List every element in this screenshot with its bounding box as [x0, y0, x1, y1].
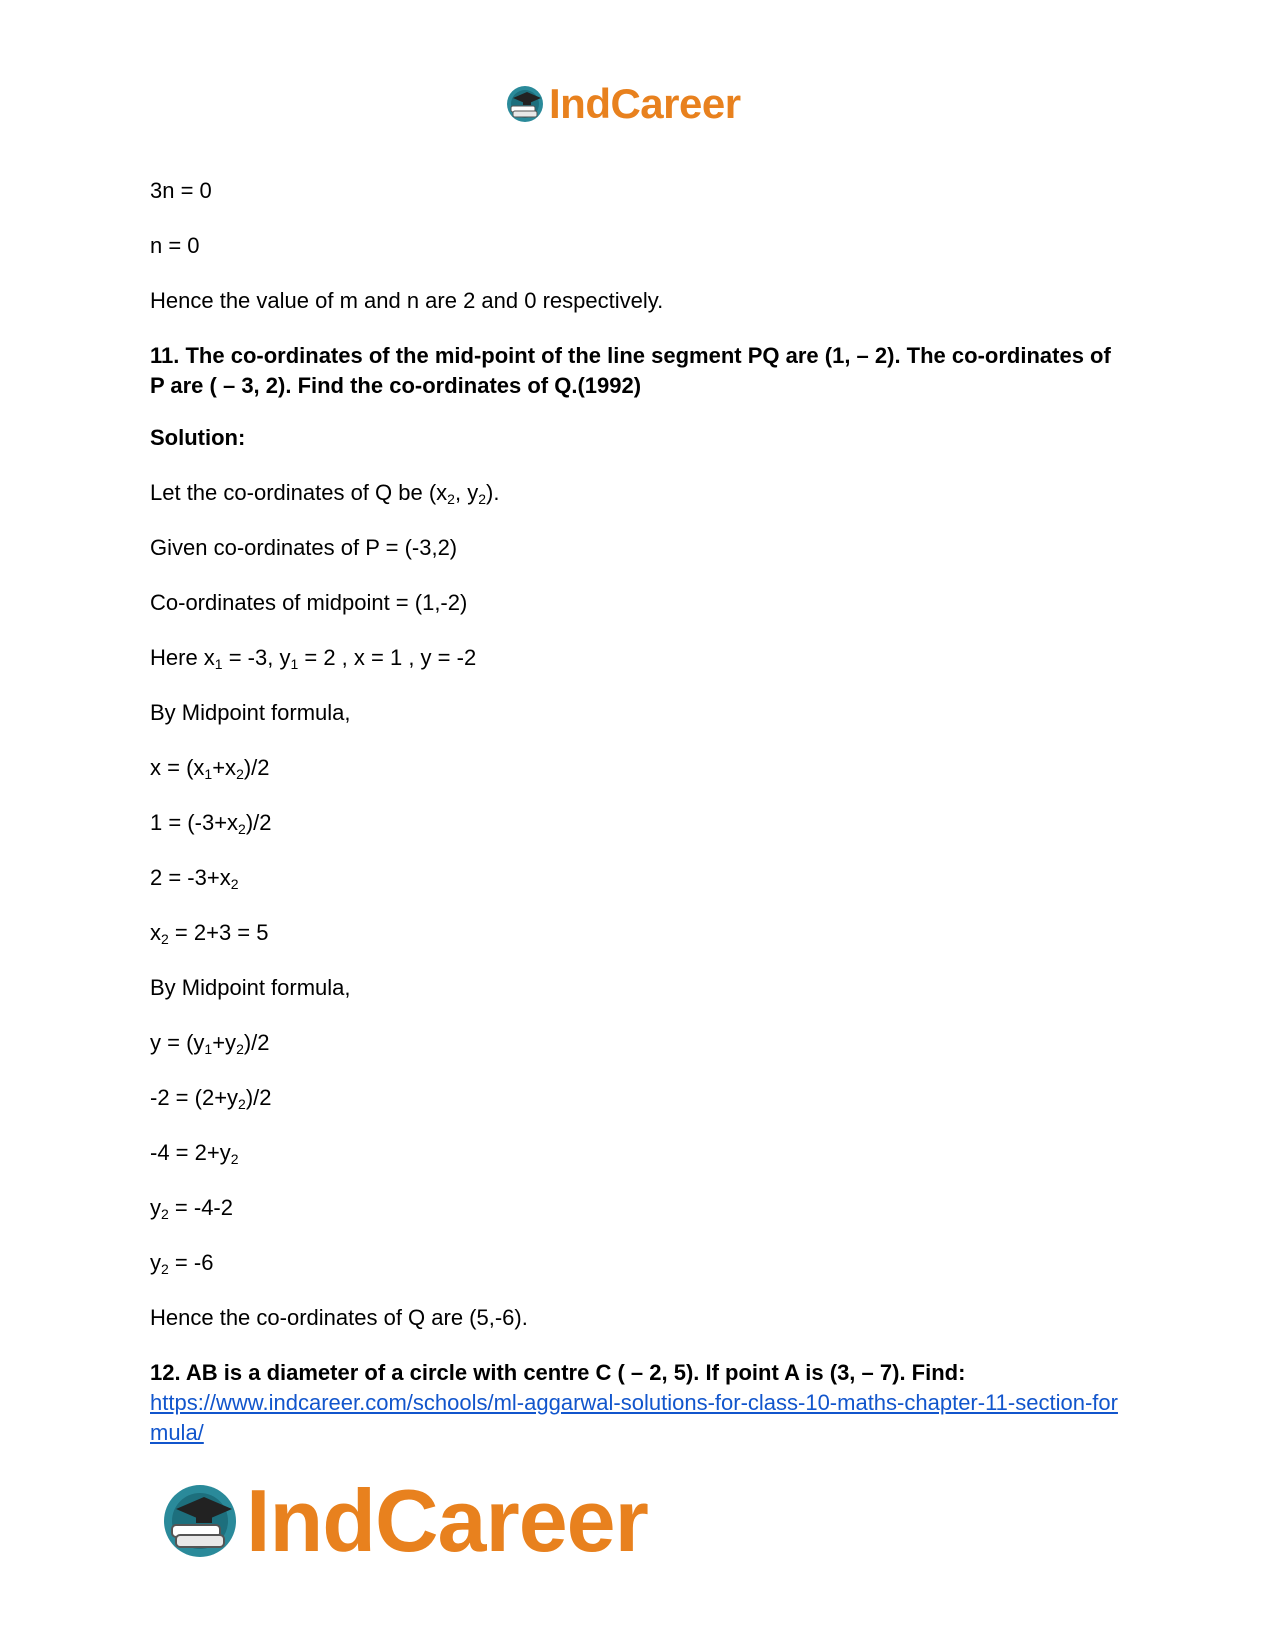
brand-name: IndCareer: [246, 1471, 648, 1570]
equation-line: $x = (x_1+x_2)/2$: [150, 755, 270, 782]
text-line: By Midpoint formula,: [150, 700, 351, 725]
text-line: By Midpoint formula,: [150, 975, 351, 1000]
equation-line: $1 = (-3+x_2)/2$: [150, 810, 272, 837]
equation-line: $x_2 = 2+3 = 5$: [150, 920, 269, 947]
equation-line: $y = (y_1+y_2)/2$: [150, 1030, 270, 1057]
text-line: Given co-ordinates of P = (-3,2): [150, 535, 458, 560]
question-12: 12. AB is a diameter of a circle with centre C ( – 2, 5). If point A is (3, – 7). Find:: [150, 1360, 966, 1385]
equation-line: $2 = -3+x_2$: [150, 865, 239, 892]
equation-line: $-2 = (2+y_2)/2$: [150, 1085, 272, 1112]
question-11: 11. The co-ordinates of the mid-point of the line segment PQ are (1, – 2). The co-ordinates of P are ( – 3, 2). Find the co-ordinates of Q.(1992): [150, 343, 1111, 398]
text-line: n = 0: [150, 233, 200, 258]
equation-line: $y_2 = -6$: [150, 1250, 214, 1277]
conclusion-line: Hence the value of m and n are 2 and 0 respectively.: [150, 288, 664, 313]
text-line: Co-ordinates of midpoint = (1,-2): [150, 590, 468, 615]
brand-name: IndCareer: [549, 80, 741, 127]
graduation-cap-books-icon: [505, 84, 545, 124]
solution-heading: Solution:: [150, 425, 246, 450]
source-link[interactable]: https://www.indcareer.com/schools/ml-aggarwal-solutions-for-class-10-maths-chapter-11-section-formula/: [150, 1390, 1118, 1445]
header-logo: [505, 80, 741, 128]
conclusion-line: Hence the co-ordinates of Q are (5,-6).: [150, 1305, 528, 1330]
text-line: 3n = 0: [150, 178, 212, 203]
document-body: [150, 176, 1130, 1448]
footer-logo: [160, 1470, 648, 1572]
equation-line: $-4 = 2+y_2$: [150, 1140, 239, 1167]
equation-line: $y_2 = -4-2$: [150, 1195, 233, 1222]
text-line: Let the co-ordinates of Q be ($x_2$, $y_2$).: [150, 480, 500, 507]
graduation-cap-books-icon: [160, 1481, 240, 1561]
text-line: Here $x_1 = -3$, $y_1 = 2$ , x = 1 , y = -2: [150, 645, 477, 672]
